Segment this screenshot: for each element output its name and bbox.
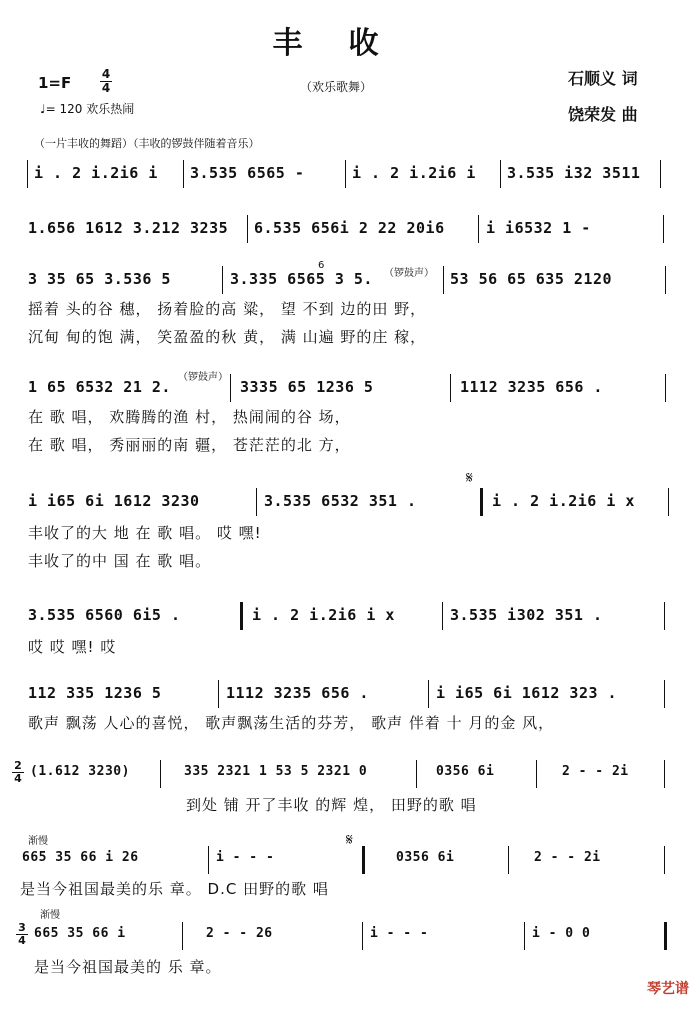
time-change	[16, 922, 28, 947]
genre-label: （欢乐歌舞）	[300, 80, 373, 94]
percussion-cue: （锣鼓声）	[384, 268, 434, 279]
composer-credit: 饶荣发 曲	[568, 105, 638, 124]
staff-row-5	[0, 468, 697, 602]
staff-row-4	[0, 368, 697, 488]
measure: 3.535 6565 -	[190, 164, 305, 182]
ritardando-mark: 渐慢	[28, 836, 48, 847]
staff-row-10	[0, 904, 697, 1024]
measure: 6.535 656i 2 22 20i6	[254, 219, 445, 237]
barline	[182, 922, 183, 950]
measure: 3 35 65 3.536 5	[28, 270, 171, 288]
intro-note: （一片丰收的舞蹈）（丰收的锣鼓伴随着音乐）	[34, 137, 260, 150]
measure: (1.612 3230)	[30, 764, 130, 779]
barline	[665, 374, 666, 402]
lyric-line: 歌声 飘荡 人心的喜悦， 歌声飘荡生活的芬芳， 歌声 伴着 十 月的金 风，	[28, 714, 555, 732]
barline	[663, 215, 664, 243]
key-signature: 1=F	[38, 74, 72, 92]
measure: 3.535 6532 351 .	[264, 492, 417, 510]
measure: i - - -	[216, 850, 275, 865]
barline	[345, 160, 346, 188]
lyric-verse-2: 在 歌 唱， 秀丽丽的南 疆， 苍茫茫的北 方，	[28, 436, 351, 454]
time-change-denominator: 4	[16, 934, 28, 947]
barline	[665, 266, 666, 294]
barline	[660, 160, 661, 188]
measure: i . 2 i.2i6 i x	[252, 606, 395, 624]
lyric-line: 到处 铺 开了丰收 的辉 煌， 田野的歌 唱	[186, 796, 477, 814]
barline	[27, 160, 28, 188]
barline	[478, 215, 479, 243]
lyric-line: 哎 哎 嘿! 哎	[28, 638, 117, 656]
barline	[536, 760, 537, 788]
measure: i i6532 1 -	[486, 219, 591, 237]
measure: 3.535 i32 3511	[507, 164, 641, 182]
song-title: 丰收	[272, 26, 425, 61]
repeat-barline	[240, 602, 243, 630]
measure: i - - -	[370, 926, 429, 941]
measure: i - 0 0	[532, 926, 591, 941]
barline	[664, 760, 665, 788]
measure: i . 2 i.2i6 i x	[492, 492, 635, 510]
ritardando-mark: 渐慢	[40, 910, 60, 921]
measure: 2 - - 2i	[534, 850, 601, 865]
lyric-verse-1: 在 歌 唱， 欢腾腾的渔 村， 热闹闹的谷 场，	[28, 408, 351, 426]
lyric-verse-1: 摇着 头的谷 穗， 扬着脸的高 粱， 望 不到 边的田 野，	[28, 300, 427, 318]
lyric-line: 是当今祖国最美的 乐 章。	[34, 958, 222, 976]
double-barline	[362, 846, 365, 874]
measure: 53 56 65 635 2120	[450, 270, 613, 288]
measure: 665 35 66 i 26	[22, 850, 139, 865]
time-signature	[100, 68, 112, 95]
measure: 0356 6i	[396, 850, 455, 865]
lyric-verse-2: 丰收了的中 国 在 歌 唱。	[28, 552, 212, 570]
barline	[508, 846, 509, 874]
barline	[664, 846, 665, 874]
barline	[218, 680, 219, 708]
barline	[500, 160, 501, 188]
barline	[668, 488, 669, 516]
measure: 112 335 1236 5	[28, 684, 162, 702]
barline	[222, 266, 223, 294]
barline	[208, 846, 209, 874]
barline	[443, 266, 444, 294]
segno-sign: 𝄋	[466, 468, 473, 487]
repeat-barline	[480, 488, 483, 516]
measure: 1.656 1612 3.212 3235	[28, 219, 229, 237]
time-change-denominator: 4	[12, 772, 24, 785]
measure: i i65 6i 1612 3230	[28, 492, 200, 510]
measure: i . 2 i.2i6 i	[34, 164, 158, 182]
measure: i . 2 i.2i6 i	[352, 164, 476, 182]
time-change-numerator: 2	[14, 759, 22, 772]
barline	[230, 374, 231, 402]
barline	[416, 760, 417, 788]
measure: 3.335 6565 3 5.	[230, 270, 373, 288]
barline	[362, 922, 363, 950]
measure: 3.535 6560 6i5 .	[28, 606, 181, 624]
barline	[183, 160, 184, 188]
barline	[450, 374, 451, 402]
measure: 1 65 6532 21 2.	[28, 378, 171, 396]
time-change	[12, 760, 24, 785]
barline	[256, 488, 257, 516]
final-barline	[664, 922, 667, 950]
barline	[664, 680, 665, 708]
barline	[524, 922, 525, 950]
measure: 3335 65 1236 5	[240, 378, 374, 396]
segno-sign: 𝄋	[346, 830, 353, 849]
measure: i i65 6i 1612 323 .	[436, 684, 618, 702]
ornament-mark: 6	[318, 260, 325, 271]
site-watermark: 琴艺谱	[647, 981, 689, 997]
lyric-verse-1: 丰收了的大 地 在 歌 唱。 哎 嘿!	[28, 524, 262, 542]
barline	[664, 602, 665, 630]
barline	[160, 760, 161, 788]
measure: 3.535 i302 351 .	[450, 606, 603, 624]
measure: 1112 3235 656 .	[460, 378, 603, 396]
percussion-cue: （锣鼓声）	[178, 372, 228, 383]
barline	[428, 680, 429, 708]
lyric-line: 是当今祖国最美的乐 章。 D.C 田野的歌 唱	[20, 880, 329, 898]
time-denominator: 4	[101, 81, 111, 95]
measure: 335 2321 1 53 5 2321 0	[184, 764, 368, 779]
lyricist-credit: 石顺义 词	[568, 69, 638, 88]
lyric-verse-2: 沉甸 甸的饱 满， 笑盈盈的秋 黄， 满 山遍 野的庄 稼，	[28, 328, 427, 346]
measure: 1112 3235 656 .	[226, 684, 369, 702]
time-numerator: 4	[101, 67, 111, 81]
time-change-numerator: 3	[18, 921, 26, 934]
measure: 2 - - 2i	[562, 764, 629, 779]
barline	[442, 602, 443, 630]
staff-row-3	[0, 260, 697, 380]
measure: 2 - - 26	[206, 926, 273, 941]
tempo-marking: ♩= 120 欢乐热闹	[40, 102, 135, 116]
measure: 0356 6i	[436, 764, 495, 779]
measure: 665 35 66 i	[34, 926, 126, 941]
barline	[247, 215, 248, 243]
